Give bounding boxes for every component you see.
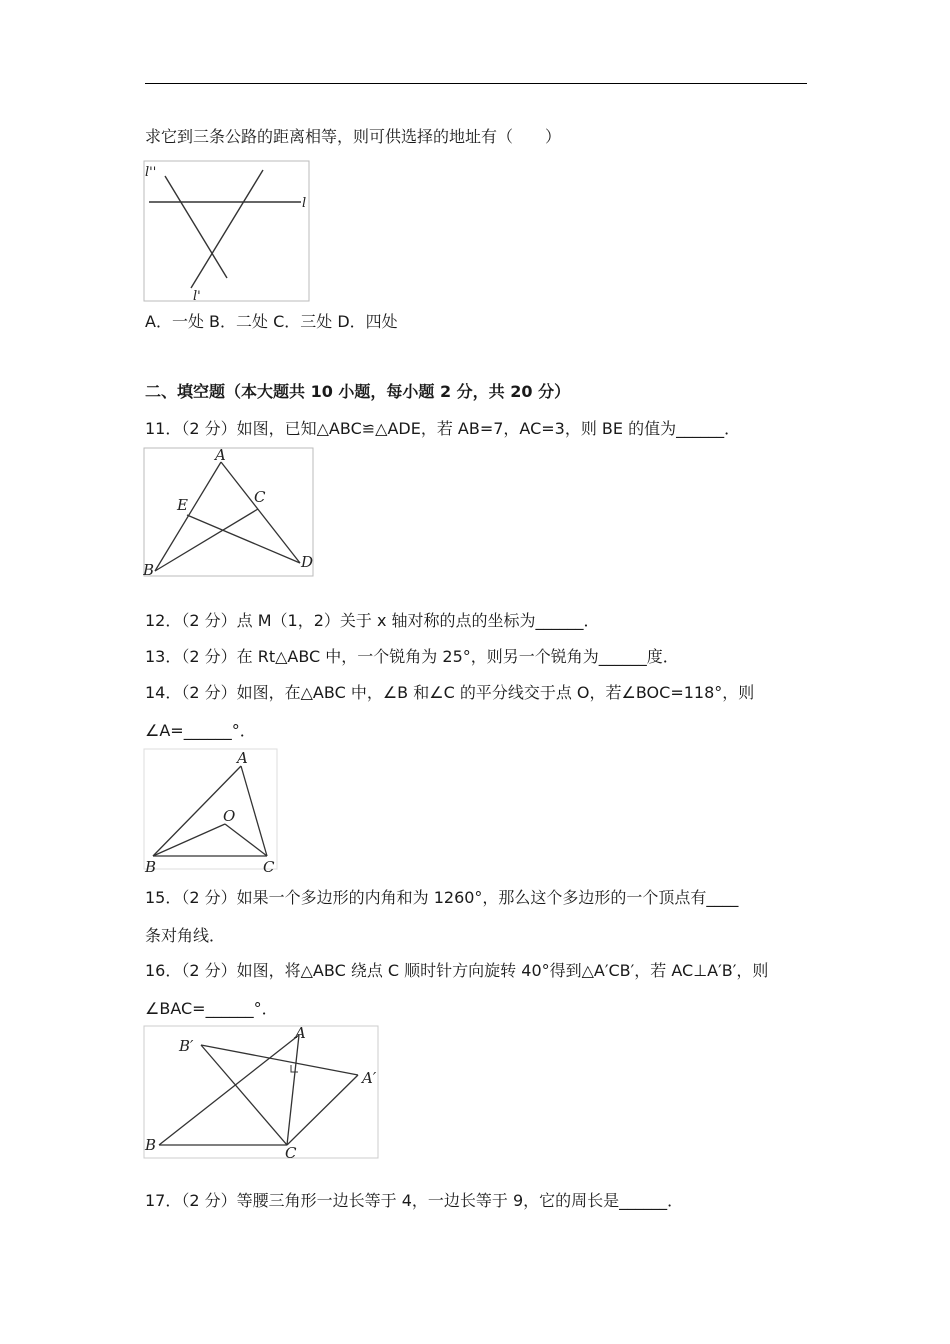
- label-B: B: [143, 561, 155, 579]
- label-B: B: [145, 858, 157, 876]
- q14-figure: [143, 748, 283, 876]
- label-l1: l': [193, 289, 201, 304]
- label-l: l: [302, 196, 307, 211]
- label-C: C: [263, 858, 275, 876]
- q14-line2: ∠A=______°．: [145, 721, 256, 740]
- label-C: C: [254, 488, 266, 506]
- label-B: B: [145, 1136, 157, 1154]
- q15-line2: 条对角线．: [145, 926, 226, 945]
- label-C: C: [285, 1144, 297, 1162]
- q11-figure: [143, 447, 318, 582]
- label-l2: l'': [145, 165, 157, 180]
- label-A: A: [295, 1025, 306, 1042]
- label-A: A: [215, 447, 226, 464]
- q16-line1: 16．（2 分）如图，将△ABC 绕点 C 顺时针方向旋转 40°得到△A′CB′，若 AC⊥A′B′，则: [145, 961, 769, 980]
- q17-text: 17．（2 分）等腰三角形一边长等于 4，一边长等于 9，它的周长是______．: [145, 1191, 684, 1210]
- label-D: D: [301, 553, 314, 571]
- q12-text: 12．（2 分）点 M（1，2）关于 x 轴对称的点的坐标为______．: [145, 611, 600, 630]
- q10-options: A．一处 B．二处 C．三处 D．四处: [145, 312, 398, 331]
- q15-line1: 15．（2 分）如果一个多边形的内角和为 1260°，那么这个多边形的一个顶点有____: [145, 888, 739, 907]
- label-O: O: [223, 807, 236, 825]
- q10-text: 求它到三条公路的距离相等，则可供选择的地址有（ ）: [145, 127, 562, 146]
- label-A1: A′: [362, 1069, 377, 1087]
- q16-line2: ∠BAC=______°．: [145, 999, 278, 1018]
- label-E: E: [177, 496, 188, 514]
- label-B1: B′: [179, 1037, 194, 1055]
- q10-figure: [143, 160, 313, 305]
- q13-text: 13．（2 分）在 Rt△ABC 中，一个锐角为 25°，则另一个锐角为______度．: [145, 647, 679, 666]
- header-rule: [145, 83, 807, 84]
- label-A: A: [237, 749, 248, 767]
- q11-text: 11．（2 分）如图，已知△ABC≌△ADE，若 AB=7，AC=3，则 BE 的值为______．: [145, 419, 741, 438]
- section2-title: 二、填空题（本大题共 10 小题，每小题 2 分，共 20 分）: [145, 382, 571, 401]
- q16-figure: [143, 1025, 383, 1165]
- q14-line1: 14．（2 分）如图，在△ABC 中，∠B 和∠C 的平分线交于点 O，若∠BOC=118°，则: [145, 683, 755, 702]
